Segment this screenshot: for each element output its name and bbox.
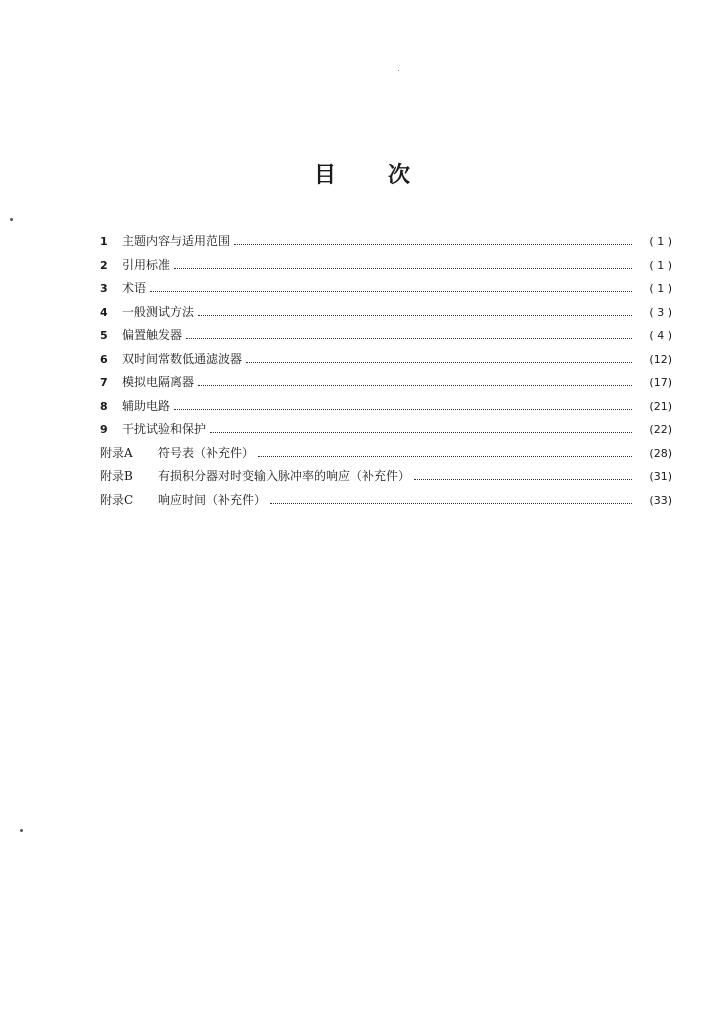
toc-label: 主题内容与适用范围 <box>122 234 231 248</box>
dot-leader <box>210 420 632 433</box>
toc-page-number: (17) <box>649 376 672 389</box>
toc-entry-appendix-b[interactable] <box>100 467 672 491</box>
toc-number: 附录A <box>100 445 133 460</box>
toc-page-number: ( 1 ) <box>649 258 672 272</box>
scan-speck <box>398 70 399 71</box>
toc-entry-3[interactable] <box>100 279 672 303</box>
dot-leader <box>186 326 632 339</box>
toc-label: 引用标准 <box>122 257 171 272</box>
toc-number: 5 <box>100 329 108 342</box>
toc-number: 2 <box>100 258 108 272</box>
toc-label: 辅助电路 <box>122 398 171 413</box>
dot-leader <box>234 232 632 245</box>
table-of-contents <box>100 232 672 514</box>
toc-number: 7 <box>100 376 108 389</box>
toc-entry-4[interactable] <box>100 303 672 327</box>
toc-label: 符号表（补充件） <box>158 445 255 460</box>
dot-leader <box>414 467 632 480</box>
toc-entry-appendix-a[interactable] <box>100 444 672 468</box>
toc-entry-5[interactable] <box>100 326 672 350</box>
dot-leader <box>150 279 632 292</box>
toc-label: 偏置触发器 <box>122 328 183 342</box>
toc-page-number: (31) <box>649 470 672 483</box>
toc-label: 双时间常数低通滤波器 <box>122 351 243 366</box>
toc-page-number: (21) <box>649 399 672 413</box>
toc-label: 模拟电隔离器 <box>122 375 195 389</box>
toc-entry-8[interactable] <box>100 397 672 421</box>
toc-page-number: (28) <box>649 446 672 460</box>
toc-entry-appendix-c[interactable] <box>100 491 672 515</box>
dot-leader <box>246 350 632 363</box>
dot-leader <box>174 256 632 269</box>
toc-label: 术语 <box>122 281 147 295</box>
toc-number: 附录C <box>100 492 134 507</box>
toc-page-number: ( 1 ) <box>649 235 672 248</box>
scan-speck <box>10 218 13 221</box>
title-char-2: 次 <box>388 163 411 188</box>
toc-page-number: (22) <box>649 423 672 436</box>
toc-label: 干扰试验和保护 <box>122 422 207 436</box>
toc-label: 一般测试方法 <box>122 304 195 319</box>
toc-page-number: ( 4 ) <box>649 329 672 342</box>
dot-leader <box>198 373 632 386</box>
dot-leader <box>270 491 632 504</box>
toc-entry-9[interactable] <box>100 420 672 444</box>
toc-number: 6 <box>100 352 108 366</box>
toc-page-number: ( 3 ) <box>649 305 672 319</box>
toc-number: 9 <box>100 423 108 436</box>
page-title <box>0 158 724 189</box>
dot-leader <box>198 303 632 316</box>
toc-entry-1[interactable] <box>100 232 672 256</box>
toc-entry-6[interactable] <box>100 350 672 374</box>
toc-number: 1 <box>100 235 108 248</box>
toc-page-number: (33) <box>649 493 672 507</box>
toc-number: 4 <box>100 305 108 319</box>
toc-label: 有损积分器对时变输入脉冲率的响应（补充件） <box>158 469 411 483</box>
toc-number: 附录B <box>100 469 133 483</box>
toc-entry-2[interactable] <box>100 256 672 280</box>
dot-leader <box>258 444 632 457</box>
toc-number: 8 <box>100 399 108 413</box>
toc-entry-7[interactable] <box>100 373 672 397</box>
dot-leader <box>174 397 632 410</box>
toc-page-number: ( 1 ) <box>649 282 672 295</box>
toc-number: 3 <box>100 282 108 295</box>
title-char-1: 目 <box>313 163 336 188</box>
scan-speck <box>20 829 23 832</box>
toc-page-number: (12) <box>649 352 672 366</box>
toc-label: 响应时间（补充件） <box>158 492 267 507</box>
